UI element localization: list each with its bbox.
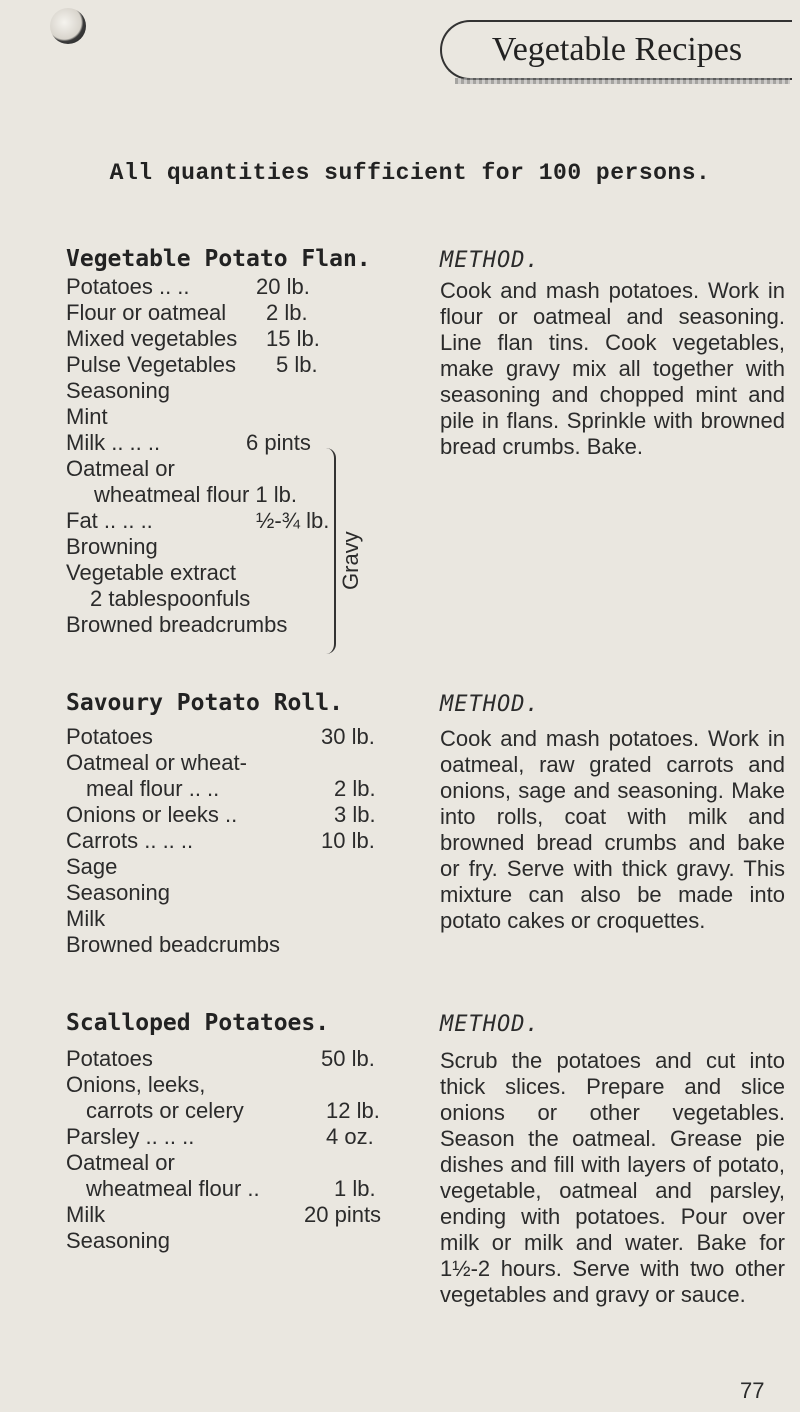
- ingredient-name: Potatoes .. ..: [66, 274, 190, 299]
- ingredient-row: [66, 352, 396, 378]
- ingredient-name: Oatmeal or: [66, 456, 175, 481]
- ingredient-row: [66, 1228, 396, 1254]
- ingredient-name: Seasoning: [66, 880, 170, 905]
- ingredient-row: [66, 430, 396, 456]
- ingredient-row: [66, 906, 396, 932]
- ingredient-quantity: 4 oz.: [326, 1124, 374, 1149]
- ingredient-name: carrots or celery: [86, 1098, 244, 1123]
- ingredient-name: Vegetable extract: [66, 560, 237, 585]
- gravy-label: Gravy: [338, 531, 363, 590]
- method-text: Cook and mash potatoes. Work in flour or oatmeal and seasoning. Line flan tins. Cook vegetables, make gravy mix all together with seasoning and chopped mint and pile in flans. Sprinkle with browned bread crumbs. Bake.: [440, 278, 785, 459]
- ingredient-quantity: 30 lb.: [321, 724, 375, 749]
- method-heading: METHOD.: [440, 248, 540, 273]
- ingredient-quantity: 5 lb.: [276, 352, 318, 377]
- ingredient-name: Parsley .. .. ..: [66, 1124, 195, 1149]
- binder-hole: [50, 8, 86, 44]
- ingredient-name: Fat .. .. ..: [66, 508, 153, 533]
- ingredient-name: Milk: [66, 906, 106, 931]
- ingredient-name: wheatmeal flour 1 lb.: [94, 482, 297, 507]
- quantities-note: All quantities sufficient for 100 persons.: [109, 160, 711, 186]
- ingredient-name: Oatmeal or wheat-: [66, 750, 247, 775]
- ingredient-quantity: 50 lb.: [321, 1046, 375, 1071]
- ingredient-quantity: 1 lb.: [334, 1176, 376, 1201]
- ingredient-row: [66, 1124, 396, 1150]
- ingredient-name: Browning: [66, 534, 158, 559]
- ingredient-name: Seasoning: [66, 1228, 170, 1253]
- ingredient-name: Browned breadcrumbs: [66, 612, 288, 637]
- recipe-title: Savoury Potato Roll.: [66, 690, 343, 716]
- ingredient-name: Seasoning: [66, 378, 170, 403]
- ingredient-name: Browned beadcrumbs: [66, 932, 281, 957]
- method-text: Cook and mash potatoes. Work in oatmeal, raw grated carrots and onions, sage and seasoning. Make into rolls, coat with milk and browned bread crumbs and bake or fry. Serve with thick gravy. This mixture can also be made into potato cakes or croquettes.: [440, 726, 785, 933]
- ingredient-name: Onions or leeks ..: [66, 802, 238, 827]
- ingredient-quantity: 2 lb.: [334, 776, 376, 801]
- ingredient-row: [66, 1072, 396, 1098]
- ingredient-row: [66, 326, 396, 352]
- ingredient-row: [66, 1098, 396, 1124]
- ingredient-name: Potatoes: [66, 1046, 153, 1071]
- ingredient-name: wheatmeal flour ..: [86, 1176, 260, 1201]
- ingredient-quantity: 12 lb.: [326, 1098, 380, 1123]
- page-number: 77: [740, 1378, 765, 1403]
- gravy-brace: [322, 448, 336, 654]
- ingredient-quantity: 20 lb.: [256, 274, 310, 299]
- ingredient-row: [66, 508, 396, 534]
- ingredient-name: Onions, leeks,: [66, 1072, 206, 1097]
- ingredient-quantity: 20 pints: [304, 1202, 382, 1227]
- ingredient-row: [66, 1046, 396, 1072]
- ingredient-row: [66, 724, 396, 750]
- ingredient-name: Oatmeal or: [66, 1150, 175, 1175]
- method-heading: METHOD.: [440, 1012, 540, 1037]
- ingredient-list: [66, 724, 396, 958]
- ingredient-list: [66, 1046, 396, 1254]
- banner-title: Vegetable Recipes: [440, 20, 792, 80]
- ingredient-row: [66, 750, 396, 776]
- ingredient-row: [66, 854, 396, 880]
- ingredient-row: [66, 1202, 396, 1228]
- ingredient-row: [66, 378, 396, 404]
- ingredient-quantity: ½-¾ lb.: [256, 508, 330, 533]
- ingredient-row: [66, 776, 396, 802]
- ingredient-row: [66, 274, 396, 300]
- ingredient-quantity: 10 lb.: [321, 828, 375, 853]
- ingredient-quantity: 2 lb.: [266, 300, 308, 325]
- ingredient-name: Potatoes: [66, 724, 153, 749]
- method-text: Scrub the potatoes and cut into thick slices. Prepare and slice onions or other vegetables. Season the oatmeal. Grease pie dishes and fill with layers of potato, vegetable, oatmeal and parsley, ending with potatoes. Pour over milk or milk and water. Bake for 1½-2 hours. Serve with two other vegetables and gravy or sauce.: [440, 1048, 785, 1307]
- ingredient-name: 2 tablespoonfuls: [90, 586, 251, 611]
- ingredient-name: Flour or oatmeal: [66, 300, 227, 325]
- ingredient-name: Pulse Vegetables: [66, 352, 237, 377]
- ingredient-quantity: 15 lb.: [266, 326, 320, 351]
- ingredient-row: [66, 482, 396, 508]
- ingredient-name: Carrots .. .. ..: [66, 828, 194, 853]
- ingredient-name: Mixed vegetables: [66, 326, 238, 351]
- ingredient-row: [66, 612, 396, 638]
- ingredient-name: Milk .. .. ..: [66, 430, 161, 455]
- ingredient-quantity: 6 pints: [246, 430, 311, 455]
- recipe-title: Scalloped Potatoes.: [66, 1010, 330, 1036]
- ingredient-row: [66, 456, 396, 482]
- ingredient-row: [66, 802, 396, 828]
- method-heading: METHOD.: [440, 692, 540, 717]
- ingredient-name: Sage: [66, 854, 118, 879]
- ingredient-name: meal flour .. ..: [86, 776, 220, 801]
- ingredient-row: [66, 1150, 396, 1176]
- ingredient-row: [66, 932, 396, 958]
- banner-underline: [455, 78, 790, 84]
- ingredient-name: Milk: [66, 1202, 106, 1227]
- ingredient-row: [66, 404, 396, 430]
- ingredient-name: Mint: [66, 404, 108, 429]
- recipe-title: Vegetable Potato Flan.: [66, 246, 371, 272]
- ingredient-row: [66, 1176, 396, 1202]
- ingredient-row: [66, 300, 396, 326]
- ingredient-row: [66, 880, 396, 906]
- ingredient-quantity: 3 lb.: [334, 802, 376, 827]
- ingredient-row: [66, 828, 396, 854]
